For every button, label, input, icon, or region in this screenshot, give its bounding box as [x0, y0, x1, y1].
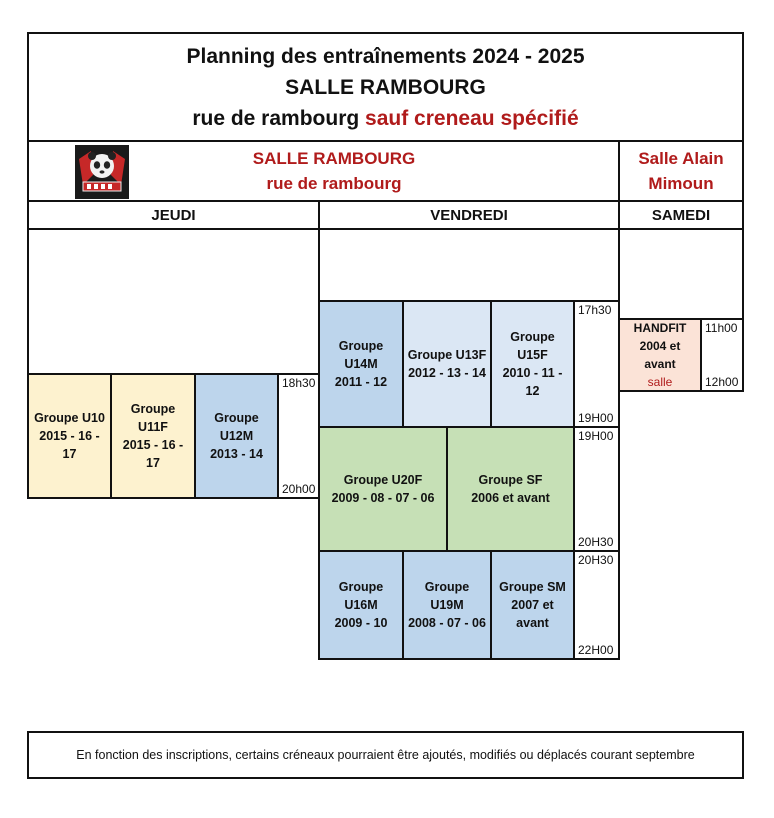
saturday-end-time: 12h00	[705, 375, 739, 389]
title-line-3	[192, 103, 578, 134]
friday-slot2-time-cell	[573, 426, 620, 552]
thursday-group-u10: Groupe U10 2015 - 16 - 17	[27, 373, 112, 499]
footer-note: En fonction des inscriptions, certains créneaux pourraient être ajoutés, modifiés ou déplacés courant septembre	[27, 731, 744, 779]
friday-slot3-end-time: 22H00	[578, 643, 614, 657]
title-block	[27, 32, 744, 142]
friday-group-u13f: Groupe U13F 2012 - 13 - 14	[402, 300, 492, 428]
friday-group-u20f: Groupe U20F 2009 - 08 - 07 - 06	[318, 426, 448, 552]
thursday-end-time: 20h00	[282, 482, 316, 496]
venue-main-cell	[27, 140, 620, 202]
venue-alt-line-1: Salle Alain	[638, 149, 724, 168]
thursday-start-time: 18h30	[282, 376, 316, 390]
day-header-thursday: JEUDI	[27, 200, 320, 230]
friday-group-u15f: Groupe U15F 2010 - 11 - 12	[490, 300, 575, 428]
venue-main-street: rue de rambourg	[266, 174, 402, 193]
friday-slot3-time-cell	[573, 550, 620, 660]
venue-main-name: SALLE RAMBOURG	[252, 149, 416, 168]
thursday-group-u11f: Groupe U11F 2015 - 16 - 17	[110, 373, 196, 499]
saturday-time-cell	[700, 318, 744, 392]
friday-slot1-end-time: 19H00	[578, 411, 614, 425]
saturday-column	[618, 228, 744, 320]
thursday-column	[27, 228, 320, 375]
thursday-time-cell	[277, 373, 320, 499]
title-exception: sauf creneau spécifié	[365, 106, 579, 130]
venue-alt-line-2: Mimoun	[648, 174, 714, 193]
venue-alt-cell	[618, 140, 744, 202]
day-header-saturday: SAMEDI	[618, 200, 744, 230]
saturday-group-handfit: HANDFIT 2004 et avant salle	[618, 318, 702, 392]
friday-slot2-end-time: 20H30	[578, 535, 614, 549]
friday-column	[318, 228, 620, 302]
friday-group-sf: Groupe SF 2006 et avant	[446, 426, 575, 552]
title-line-2: SALLE RAMBOURG	[285, 75, 486, 99]
venue-main-label	[229, 146, 439, 196]
saturday-start-time: 11h00	[705, 321, 738, 335]
friday-slot1-start-time: 17h30	[578, 303, 612, 317]
day-header-friday: VENDREDI	[318, 200, 620, 230]
club-logo-icon	[75, 145, 129, 199]
saturday-location: salle	[647, 375, 673, 389]
title-street: rue de rambourg	[192, 106, 360, 130]
friday-group-u16m: Groupe U16M 2009 - 10	[318, 550, 404, 660]
thursday-group-u12m: Groupe U12M 2013 - 14	[194, 373, 279, 499]
friday-slot3-start-time: 20H30	[578, 553, 614, 567]
title-line-1: Planning des entraînements 2024 - 2025	[186, 44, 585, 68]
friday-slot1-time-cell	[573, 300, 620, 428]
friday-group-sm: Groupe SM 2007 et avant	[490, 550, 575, 660]
friday-group-u14m: Groupe U14M 2011 - 12	[318, 300, 404, 428]
friday-group-u19m: Groupe U19M 2008 - 07 - 06	[402, 550, 492, 660]
friday-slot2-start-time: 19H00	[578, 429, 614, 443]
